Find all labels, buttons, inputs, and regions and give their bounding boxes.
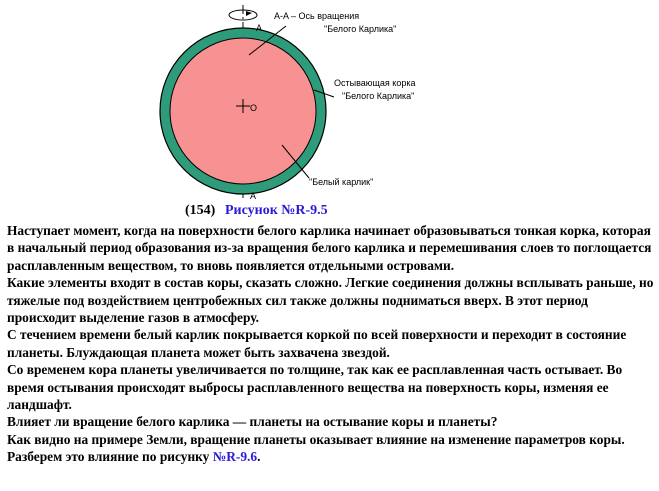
last-paragraph-end: . [257, 449, 261, 465]
paragraph-last [7, 431, 655, 466]
center-letter: O [250, 103, 258, 113]
axis-letter-top: A [256, 23, 263, 33]
paragraph: Какие элементы входят в состав коры, сказать сложно. Легкие соединения должны всплывать раньше, но тяжелые под воздействием центробежных сил также должны подниматься вверх. В этот период происходит выделение газов в атмосферу. [7, 275, 654, 326]
paragraph: Влияет ли вращение белого карлика — планеты на остывание коры и планеты? [7, 414, 498, 430]
paragraph: Наступает момент, когда на поверхности белого карлика начинает образовываться тонкая корка, которая в начальный период образования из-за вращения белого карлика и перемешивания слоев то поглощается расплавленным веществом, то вновь появляется отдельными островами. [7, 223, 652, 273]
caption-figure-ref: Рисунок №R-9.5 [225, 203, 328, 218]
body-text [7, 222, 655, 466]
figure-link[interactable]: №R-9.6 [212, 449, 258, 465]
white-dwarf-diagram [0, 0, 659, 206]
axis-letter-bottom: A [250, 191, 257, 201]
last-paragraph-text: Как видно на примере Земли, вращение планеты оказывает влияние на изменение параметров коры. Разберем это влияние по рисунку [7, 431, 625, 465]
paragraph: Со временем кора планеты увеличивается по толщине, так как ее расплавленная часть остывает. Во время остывания происходят выбросы расплавленного вещества на поверхность коры, изменяя ее ландшафт. [7, 362, 623, 413]
axis-label-line-1: A-A – Ось вращения [274, 11, 360, 21]
crust-label-line-2: "Белого Карлика" [342, 91, 415, 101]
paragraph: С течением времени белый карлик покрывается коркой по всей поверхности и переходит в состояние планеты. Блуждающая планета может быть захвачена звездой. [7, 327, 627, 360]
axis-label-line-2: "Белого Карлика" [324, 24, 397, 34]
caption-number: (154) [185, 203, 216, 218]
crust-label-line-1: Остывающая корка [334, 78, 416, 88]
dwarf-label: "Белый карлик" [309, 177, 374, 187]
